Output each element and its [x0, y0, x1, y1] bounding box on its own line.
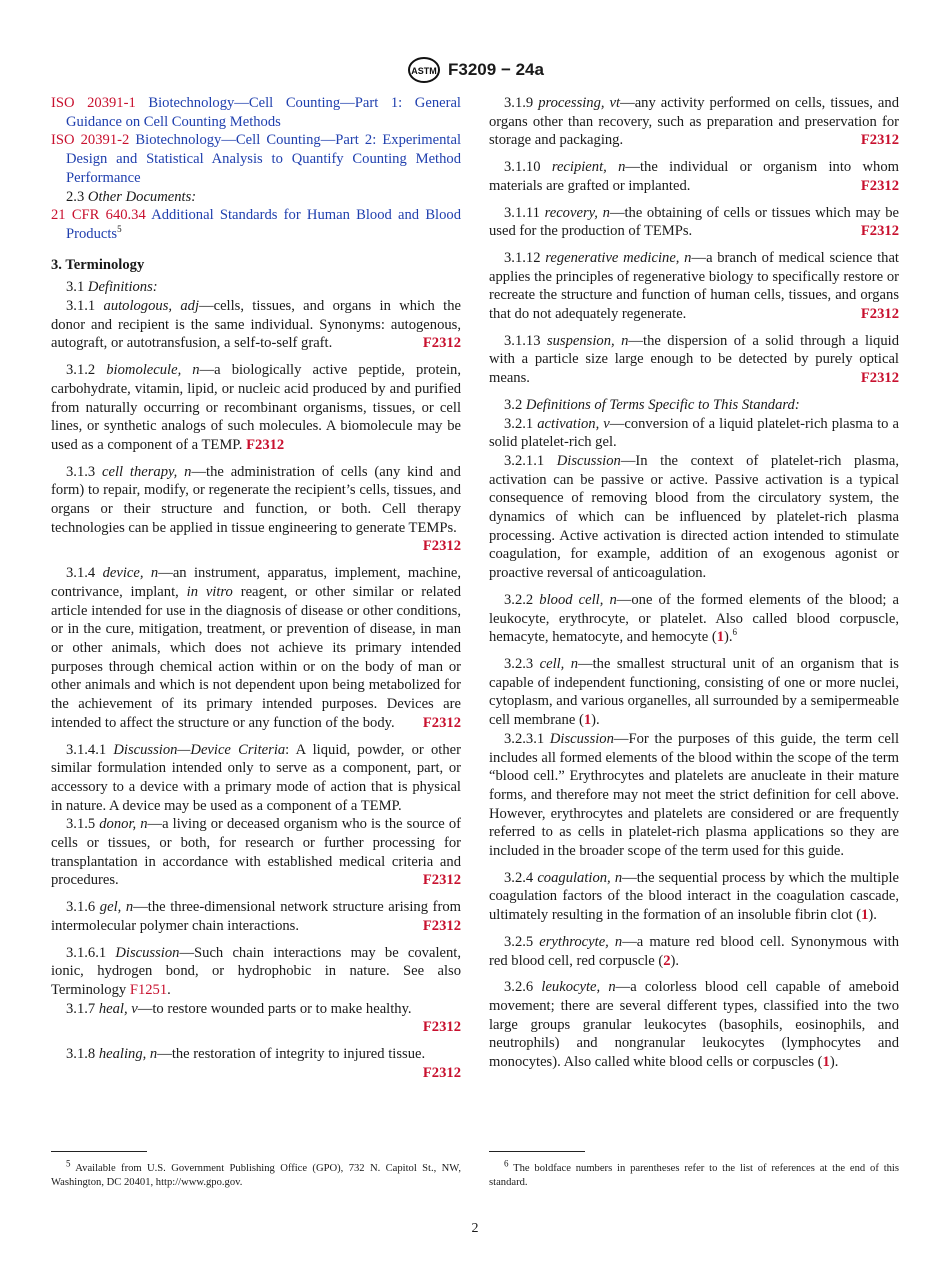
definition-biomolecule: 3.1.2 biomolecule, n—a biologically active peptide, protein, carbohydrate, vitamin, lipid, or nucleic acid produced by and purified from naturally occurring or recombinant organisms, tissues, or cell lines, or synthetic analogs of such molecules. A biomolecule may be used as a component of a TEMP. F2312: [51, 362, 461, 453]
tag-f2312[interactable]: F2312: [860, 177, 899, 194]
link-f1251[interactable]: F1251: [129, 981, 168, 998]
section-heading-terminology: 3. Terminology: [51, 256, 145, 273]
definition-regenerative-medicine: 3.1.12 regenerative medicine, n—a branch of medical science that applies the principles of regenerative biology to specifically restore or recreate the structure and function of human cells, tissues, and organs that do not adequately regenerate. F2312: [489, 249, 899, 323]
definition-cell: 3.2.3 cell, n—the smallest structural unit of an organism that is capable of independent functioning, consisting of one or more nuclei, cytoplasm, and various organelles, all surrounded by a semipermeable cell membrane (1).: [489, 655, 899, 729]
reference-iso-20391-1[interactable]: ISO 20391-1 Biotechnology—Cell Counting—Part 1: General Guidance on Cell Counting Methods: [51, 95, 461, 130]
astm-logo-icon: [406, 56, 442, 84]
definition-recovery: 3.1.11 recovery, n—the obtaining of cells or tissues which may be used for the production of TEMPs. F2312: [489, 204, 900, 240]
definition-recipient: 3.1.10 recipient, n—the individual or organism into whom materials are grafted or implanted. F2312: [489, 159, 899, 194]
section-2-3: 2.3 Other Documents:: [66, 188, 197, 205]
tag-f2312[interactable]: F2312: [422, 1019, 461, 1036]
tag-f2312[interactable]: F2312: [422, 1064, 461, 1081]
designation: F3209 − 24a: [448, 60, 544, 79]
definition-activation: 3.2.1 activation, v—conversion of a liquid platelet-rich plasma to a solid platelet-rich gel.: [489, 415, 899, 451]
tag-f2312[interactable]: F2312: [860, 306, 899, 323]
definition-leukocyte: 3.2.6 leukocyte, n—a colorless blood cell capable of ameboid movement; there are several different types, classified into the two large groups granular leukocytes (basophils, eosinophils, and neutrophils) and nongranular leukocytes (lymphocytes and monocytes). Also called white blood cells or corpuscles (1).: [489, 979, 899, 1071]
reference-number[interactable]: 1: [716, 629, 725, 646]
tag-f2312[interactable]: F2312: [860, 223, 899, 240]
definition-cell-discussion: 3.2.3.1 Discussion—For the purposes of this guide, the term cell includes all formed elements of the blood within the scope of the term “blood cell.” Erythrocytes and platelets are anucleate in their mature forms, and therefore may not meet the strict definition for cell above. However, erythrocytes and platelets are considered or are frequently referred to as cells in platelet-rich plasma applications so they are included in the broader scope of the term used for this guide.: [489, 730, 899, 860]
page-header: [0, 56, 950, 84]
definition-gel: 3.1.6 gel, n—the three-dimensional network structure arising from intermolecular polymer chain interactions. F2312: [51, 899, 461, 934]
footnote-6: $^6$ The boldface numbers in parentheses refer to the list of references at the end of this standard.: [489, 1158, 899, 1189]
definition-processing: 3.1.9 processing, vt—any activity performed on cells, tissues, and organs other than recovery, such as preparation and preservation for storage and packaging. F2312: [489, 95, 899, 149]
definition-suspension: 3.1.13 suspension, n—the dispersion of a solid through a liquid with a particle size large enough to be detected by purely optical means. F2312: [489, 332, 899, 387]
definition-activation-discussion: 3.2.1.1 Discussion—In the context of platelet-rich plasma, activation can be passive or active. Passive activation is a typical consequence of removing blood from the circulatory system, the dynamics of which can be influenced by platelet-rich plasma processing. Active activation is directed action intended to stimulate coagulation, for example, addition of an exogenous agonist or proactive reversal of anticoagulation.: [489, 452, 899, 582]
tag-f2312[interactable]: F2312: [246, 436, 285, 453]
definition-gel-discussion: 3.1.6.1 Discussion—Such chain interactions may be covalent, ionic, hydrogen bond, or hydrophobic in nature. See also Terminology F1251.: [51, 944, 461, 998]
reference-number[interactable]: 1: [822, 1054, 830, 1071]
definition-autologous: 3.1.1 autologous, adj—cells, tissues, and organs in which the donor and recipient is the same individual. Synonyms: autogenous, autograft, or autotransfusion, a self-to-self graft. F2312: [51, 298, 462, 352]
section-3-2: 3.2 Definitions of Terms Specific to This Standard:: [504, 396, 800, 413]
tag-f2312[interactable]: F2312: [860, 370, 899, 387]
tag-f2312[interactable]: F2312: [422, 917, 461, 934]
reference-21-cfr[interactable]: 21 CFR 640.34 Additional Standards for Human Blood and Blood Products$^5$: [51, 207, 462, 242]
reference-number[interactable]: 2: [663, 952, 671, 969]
definition-donor: 3.1.5 donor, n—a living or deceased organism who is the source of cells or tissues, or both, for research or further processing for transplantation in accordance with established medical criteria and procedures. F2312: [51, 816, 461, 889]
reference-iso-20391-2[interactable]: ISO 20391-2 Biotechnology—Cell Counting—Part 2: Experimental Design and Statistical Analysis to Quantify Counting Method Performance: [51, 132, 461, 186]
definition-healing: 3.1.8 healing, n—the restoration of integrity to injured tissue. F2312: [66, 1046, 461, 1081]
tag-f2312[interactable]: F2312: [422, 335, 461, 352]
tag-f2312[interactable]: F2312: [422, 538, 461, 555]
reference-number[interactable]: 1: [861, 907, 869, 924]
reference-number[interactable]: 1: [583, 712, 592, 729]
footnote-divider: [51, 1151, 147, 1152]
footnote-divider: [489, 1151, 585, 1152]
tag-f2312[interactable]: F2312: [422, 714, 461, 731]
tag-f2312[interactable]: F2312: [860, 132, 899, 149]
definition-cell-therapy: 3.1.3 cell therapy, n—the administration of cells (any kind and form) to repair, modify, or regenerate the recipient’s cells, tissues, and organs or their structure and function, or both. Cell therapy technologies can be applied in tissue engineering to generate TEMPs. F2312: [51, 463, 461, 555]
left-column: [51, 94, 461, 1082]
page-number: 2: [471, 1221, 479, 1236]
definition-device: 3.1.4 device, n—an instrument, apparatus, implement, machine, contrivance, implant, in vitro reagent, or other similar or related article intended for use in the diagnosis of disease or other conditions, or in the cure, mitigation, treatment, or prevention of disease, in man or other animals, which does not achieve its primary intended purposes through chemical action within or on the body of man or other animals and which is not dependent upon being metabolized for the achievement of its primary intended purposes. Devices are intended to affect the structure or any function of the body. F2312: [51, 565, 461, 731]
definition-device-discussion: 3.1.4.1 Discussion—Device Criteria: A liquid, powder, or other similar formulation intended only to serve as a component, part, or accessory to a device with a primary mode of action that is physical in nature. A device may be used as a component of a TEMP.: [51, 741, 461, 814]
definition-coagulation: 3.2.4 coagulation, n—the sequential process by which the multiple coagulation factors of the blood interact in the coagulation cascade, ultimately resulting in the formation of an insoluble fibrin clot (1).: [489, 869, 899, 924]
footnote-5: $^5$ Available from U.S. Government Publishing Office (GPO), 732 N. Capitol St., NW, Washington, DC 20401, http://www.gpo.gov.: [51, 1158, 461, 1189]
definition-erythrocyte: 3.2.5 erythrocyte, n—a mature red blood cell. Synonymous with red blood cell, red corpuscle (2).: [489, 933, 899, 969]
definition-blood-cell: 3.2.2 blood cell, n—one of the formed elements of the blood; a leukocyte, erythrocyte, or platelet. Also called blood corpuscle, hemacyte, hematocyte, and hemocyte (1).$^6$: [489, 591, 899, 646]
definition-heal: 3.1.7 heal, v—to restore wounded parts or to make healthy. F2312: [66, 1000, 461, 1036]
tag-f2312[interactable]: F2312: [422, 872, 461, 889]
section-3-1: 3.1 Definitions:: [66, 279, 158, 296]
right-column: [489, 94, 899, 1072]
svg-text:ASTM: ASTM: [411, 66, 437, 76]
